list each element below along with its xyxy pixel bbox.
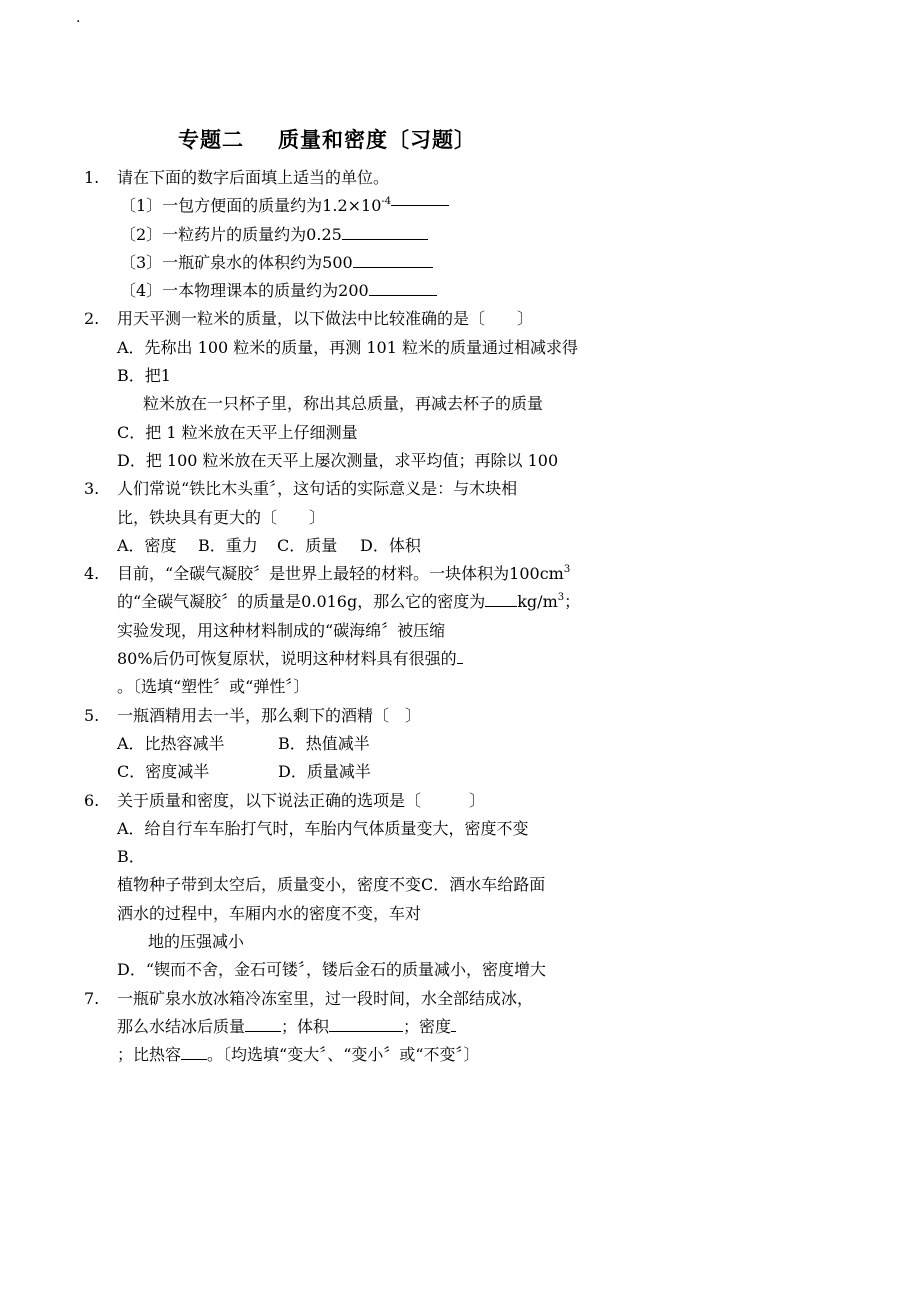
answer-blank[interactable] — [353, 250, 433, 268]
question-2-stem: 2. 用天平测一粒米的质量，以下做法中比较准确的是〔 〕 — [84, 309, 534, 329]
page-marker: . — [76, 10, 81, 26]
question-5-option-b: B．热值减半 — [278, 733, 370, 753]
question-6-stem: 6. 关于质量和密度，以下说法正确的选项是〔 〕 — [84, 790, 486, 810]
question-7-line-3: ；比热容 。〔均选填“变大〞、“变小〞或“不变〞〕 — [0, 1041, 920, 1069]
question-4-line-4: 80%后仍可恢复原状，说明这种材料具有很强的 — [0, 645, 920, 673]
question-1-item-3: 〔3〕一瓶矿泉水的体积约为500 — [0, 249, 920, 277]
question-list — [0, 164, 920, 1070]
question-4-line-3: 实验发现，用这种材料制成的“碳海绵〞被压缩 — [117, 620, 446, 640]
question-5-options-cd — [0, 758, 920, 786]
answer-blank[interactable] — [369, 278, 437, 296]
answer-blank[interactable] — [457, 646, 463, 664]
question-3-option-c: C．质量 — [277, 535, 338, 555]
answer-blank[interactable] — [391, 205, 449, 206]
page-title — [178, 124, 476, 154]
answer-blank[interactable] — [342, 222, 428, 240]
question-3-stem: 3. 人们常说“铁比木头重〞，这句话的实际意义是：与木块相 — [84, 479, 518, 499]
question-4-stem: 4. 目前，“全碳气凝胶〞是世界上最轻的材料。一块体积为$100cm^3$ — [84, 564, 571, 584]
question-1-item-4: 〔4〕一本物理课本的质量约为200 — [0, 277, 920, 305]
question-3-option-a: A．密度 — [117, 535, 177, 555]
question-2-option-d: D．把 100 粒米放在天平上屡次测量，求平均值；再除以 100 — [117, 450, 559, 470]
question-2-option-a: A．先称出 100 粒米的质量，再测 101 粒米的质量通过相减求得 — [117, 337, 578, 357]
question-5-option-d: D．质量减半 — [278, 762, 371, 782]
question-1-item-1: 〔1〕一包方便面的质量约为$1.2\times 10^{-4}$ — [0, 192, 920, 220]
question-3-option-b: B．重力 — [198, 535, 258, 555]
question-2-option-c: C．把 1 粒米放在天平上仔细测量 — [117, 422, 358, 442]
question-6-option-b: B． — [117, 847, 145, 867]
answer-blank[interactable] — [485, 589, 517, 607]
question-5-stem: 5. 一瓶酒精用去一半，那么剩下的酒精〔 〕 — [84, 705, 422, 725]
question-5-option-a: A．比热容减半 — [117, 733, 225, 753]
question-3-option-d: D．体积 — [360, 535, 421, 555]
answer-blank[interactable] — [451, 1014, 456, 1032]
answer-blank[interactable] — [181, 1042, 207, 1060]
question-3-options — [0, 532, 920, 560]
question-7-line-2: 那么水结冰后质量 ；体积 ；密度 — [0, 1013, 920, 1041]
answer-blank[interactable] — [245, 1014, 281, 1032]
question-6-option-a: A．给自行车车胎打气时，车胎内气体质量变大，密度不变 — [117, 818, 529, 838]
title-subject: 质量和密度〔习题〕 — [278, 127, 476, 152]
question-4-line-2: 的“全碳气凝胶〞的质量是0.016g，那么它的密度为 $kg/m^3$； — [0, 588, 920, 616]
question-4-line-5: 。〔选填“塑性〞或“弹性〞〕 — [117, 677, 310, 697]
question-5-options-ab — [0, 730, 920, 758]
question-6-option-c-cont: 地的压强减小 — [148, 932, 245, 952]
question-2-option-b-cont: 粒米放在一只杯子里，称出其总质量，再减去杯子的质量 — [143, 394, 544, 414]
question-6-option-b-cont: 植物种子带到太空后，质量变小，密度不变C．酒水车给路面 — [117, 875, 546, 895]
answer-blank[interactable] — [329, 1014, 403, 1032]
question-3-stem-cont: 比，铁块具有更大的〔 〕 — [117, 507, 326, 527]
question-1-item-2: 〔2〕一粒药片的质量约为0.25 — [0, 221, 920, 249]
question-6-option-d: D．“锲而不舍，金石可镂〞，镂后金石的质量减小，密度增大 — [117, 960, 547, 980]
question-1-stem: 1. 请在下面的数字后面填上适当的单位。 — [84, 168, 390, 187]
question-5-option-c: C．密度减半 — [117, 762, 210, 782]
question-6-option-c: 洒水的过程中，车厢内水的密度不变，车对 — [117, 903, 422, 923]
question-2-option-b: B．把1 — [117, 366, 171, 386]
title-topic: 专题二 — [178, 127, 244, 152]
question-7-stem: 7. 一瓶矿泉水放冰箱冷冻室里，过一段时间，水全部结成冰， — [84, 988, 534, 1008]
